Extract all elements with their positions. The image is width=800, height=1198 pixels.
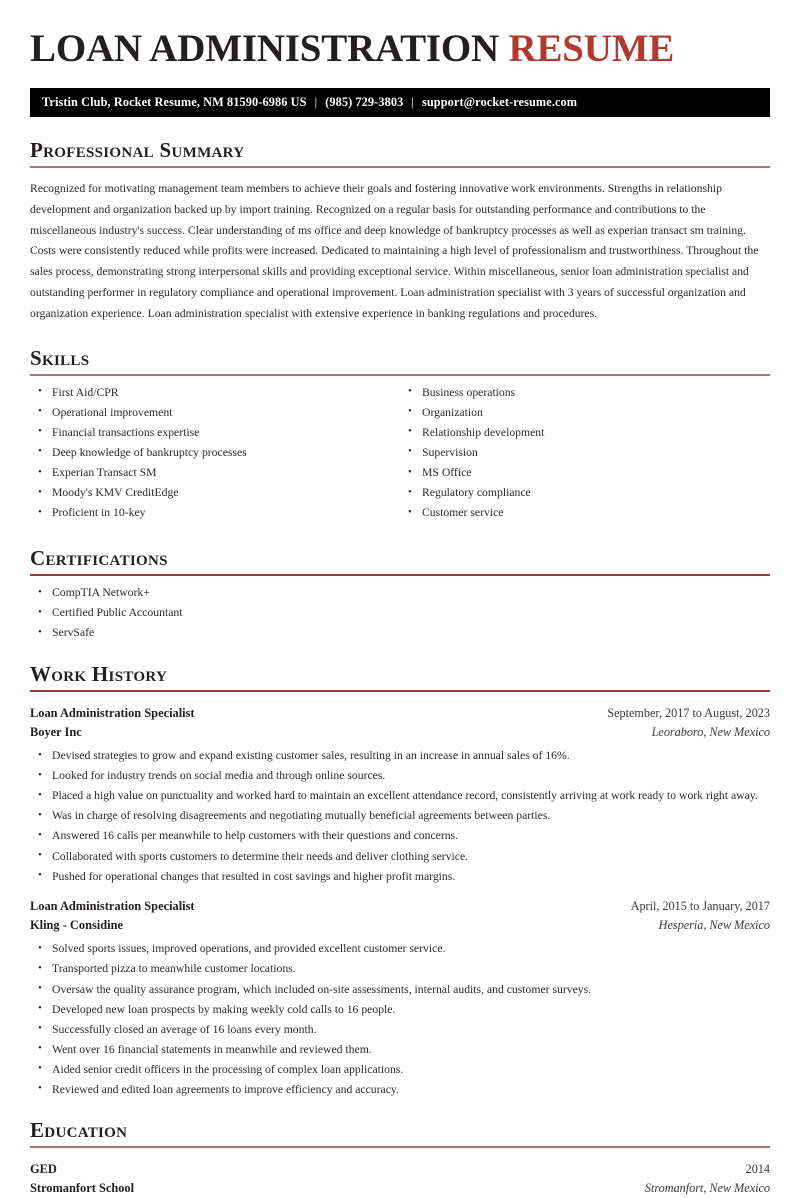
section-professional-summary — [30, 139, 770, 325]
contact-email[interactable]: support@rocket-resume.com — [421, 94, 578, 109]
job-company: Boyer Inc — [30, 724, 82, 739]
list-item: • Relationship development — [400, 425, 770, 441]
section-education — [30, 1119, 770, 1198]
list-item: • Oversaw the quality assurance program, which included on-site assessments, internal audits, and customer surveys. — [30, 982, 770, 998]
page-title — [30, 28, 770, 71]
list-item: • Organization — [400, 405, 770, 421]
list-item: • Pushed for operational changes that resulted in cost savings and higher profit margins. — [30, 869, 770, 885]
skills-column-left — [30, 385, 400, 525]
job-title-row — [30, 897, 770, 916]
list-item: • Customer service — [400, 505, 770, 521]
contact-bar — [30, 88, 770, 117]
section-heading-education: Education — [30, 1118, 128, 1143]
section-certifications — [30, 547, 770, 641]
list-item: • Successfully closed an average of 16 loans every month. — [30, 1022, 770, 1038]
list-item: • Went over 16 financial statements in meanwhile and reviewed them. — [30, 1042, 770, 1058]
section-divider-certifications — [30, 574, 770, 576]
job-location: Hesperia, New Mexico — [658, 917, 770, 932]
skills-list-right — [400, 385, 770, 521]
education-degree-row — [30, 1160, 770, 1179]
section-heading-certifications: Certifications — [30, 546, 168, 571]
skills-column-right — [400, 385, 770, 525]
education-location: Stromanfort, New Mexico — [644, 1181, 770, 1196]
page-title-main: LOAN ADMINISTRATION — [30, 27, 499, 70]
list-item: • Solved sports issues, improved operations, and provided excellent customer service. — [30, 941, 770, 957]
list-item: • Answered 16 calls per meanwhile to help customers with their questions and concerns. — [30, 828, 770, 844]
job-dates: April, 2015 to January, 2017 — [630, 899, 770, 914]
job-location: Leoraboro, New Mexico — [651, 724, 770, 739]
work-history-entry — [30, 897, 770, 1097]
section-work-history — [30, 663, 770, 1097]
skills-grid — [30, 385, 770, 525]
list-item: • Certified Public Accountant — [30, 605, 770, 621]
list-item: • Placed a high value on punctuality and worked hard to maintain an excellent attendance record, consistently arriving at work ready to work right away. — [30, 788, 770, 804]
list-item: • Moody's KMV CreditEdge — [30, 485, 400, 501]
education-entries — [30, 1160, 770, 1198]
job-title: Loan Administration Specialist — [30, 706, 195, 720]
contact-phone[interactable]: (985) 729-3803 — [325, 94, 404, 109]
job-company: Kling - Considine — [30, 917, 123, 932]
page-title-accent: RESUME — [508, 27, 675, 70]
education-entry — [30, 1160, 770, 1198]
work-history-entries — [30, 704, 770, 1097]
list-item: • Was in charge of resolving disagreements and negotiating mutually beneficial agreements between parties. — [30, 808, 770, 824]
section-skills — [30, 347, 770, 525]
list-item: • Devised strategies to grow and expand existing customer sales, resulting in an increase in annual sales of 16%. — [30, 748, 770, 764]
job-responsibilities-list — [30, 941, 770, 1097]
list-item: • CompTIA Network+ — [30, 585, 770, 601]
work-history-entry — [30, 704, 770, 884]
education-school: Stromanfort School — [30, 1181, 135, 1196]
job-responsibilities-list — [30, 748, 770, 884]
list-item: • Deep knowledge of bankruptcy processes — [30, 445, 400, 461]
education-degree: GED — [30, 1162, 57, 1177]
section-heading-work-history: Work History — [30, 661, 168, 686]
section-heading-professional-summary: Professional Summary — [30, 137, 245, 162]
section-divider-education — [30, 1146, 770, 1148]
contact-separator-1: | — [314, 94, 318, 109]
education-year: 2014 — [745, 1162, 770, 1177]
list-item: • Business operations — [400, 385, 770, 401]
section-divider-professional-summary — [30, 166, 770, 168]
list-item: • Transported pizza to meanwhile customer locations. — [30, 961, 770, 977]
list-item: • Supervision — [400, 445, 770, 461]
certifications-list — [30, 585, 770, 641]
list-item: • Developed new loan prospects by making weekly cold calls to 16 people. — [30, 1002, 770, 1018]
job-title-row — [30, 704, 770, 723]
contact-separator-2: | — [411, 94, 414, 109]
list-item: • First Aid/CPR — [30, 385, 400, 401]
job-company-row — [30, 723, 770, 742]
job-dates: September, 2017 to August, 2023 — [607, 706, 770, 720]
section-divider-work-history — [30, 690, 770, 692]
job-company-row — [30, 916, 770, 935]
list-item: • Financial transactions expertise — [30, 425, 400, 441]
list-item: • Experian Transact SM — [30, 465, 400, 481]
section-divider-skills — [30, 374, 770, 376]
section-heading-skills: Skills — [30, 345, 90, 370]
contact-address: Tristin Club, Rocket Resume, NM 81590-6986 US — [42, 94, 307, 109]
list-item: • Proficient in 10-key — [30, 505, 400, 521]
list-item: • Aided senior credit officers in the processing of complex loan applications. — [30, 1062, 770, 1078]
list-item: • ServSafe — [30, 625, 770, 641]
skills-list-left — [30, 385, 400, 521]
professional-summary-body: Recognized for motivating management team members to achieve their goals and fostering innovative work environments. Strengths in relationship development and organization backed up by import training. Recognized on a regular basis for outstanding performance and contributions to the miscellaneous industry's success. Clear understanding of ms office and deep knowledge of bankruptcy processes as well as experian transact sm training. Costs were consistently reduced while profits were increased. Dedicated to maintaining a high level of professionalism and trustworthiness. Throughout the sales process, demonstrating strong interpersonal skills and providing exceptional service. Within miscellaneous, senior loan administration specialist and outstanding performer in regulatory compliance and operational improvement. Loan administration specialist with 3 years of successful organization and organization experience. Loan administration specialist with extensive experience in banking regulations and procedures. — [30, 181, 759, 320]
education-school-row — [30, 1179, 770, 1198]
list-item: • Operational improvement — [30, 405, 400, 421]
list-item: • Reviewed and edited loan agreements to improve efficiency and accuracy. — [30, 1082, 770, 1098]
list-item: • MS Office — [400, 465, 770, 481]
list-item: • Looked for industry trends on social media and through online sources. — [30, 768, 770, 784]
list-item: • Regulatory compliance — [400, 485, 770, 501]
job-title: Loan Administration Specialist — [30, 899, 195, 914]
list-item: • Collaborated with sports customers to determine their needs and deliver clothing service. — [30, 849, 770, 865]
